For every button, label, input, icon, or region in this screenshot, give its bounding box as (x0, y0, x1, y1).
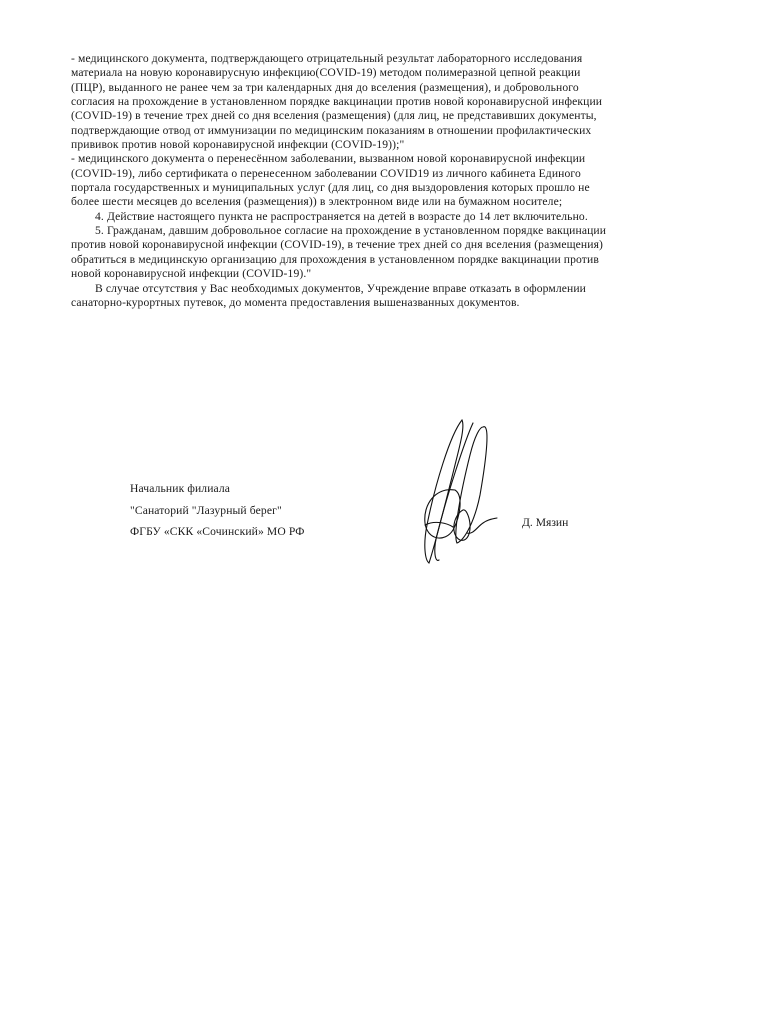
text-line: (COVID-19) в течение трех дней со дня вселения (размещения) (для лиц, не представивших документы, (71, 109, 597, 123)
text-line: обратиться в медицинскую организацию для прохождения в установленном порядке вакцинации против (71, 252, 599, 266)
document-body (71, 52, 711, 310)
text-line: согласия на прохождение в установленном порядке вакцинации против новой коронавирусной инфекции (71, 95, 603, 109)
text-line: новой коронавирусной инфекции (COVID-19)." (71, 267, 312, 281)
text-line-item-5: 5. Гражданам, давшим добровольное согласие на прохождение в установленном порядке вакцинации (95, 224, 607, 238)
text-line: (ПЦР), выданного не ранее чем за три календарных дня до вселения (размещения), и добровольного (71, 80, 579, 94)
signer-name: Д. Мязин (522, 516, 569, 529)
text-line: санаторно-курортных путевок, до момента предоставления вышеназванных документов. (71, 295, 520, 309)
text-line: - медицинского документа, подтверждающего отрицательный результат лабораторного исследования (71, 52, 583, 65)
text-line: подтверждающие отвод от иммунизации по медицинским показаниям в отношении профилактических (71, 123, 592, 137)
signer-position: Начальник филиала (130, 482, 231, 495)
text-line: портала государственных и муниципальных услуг (для лиц, со дня выздоровления которых прошло не (71, 181, 590, 195)
signature-block (130, 478, 305, 543)
text-line: (COVID-19), либо сертификата о перенесенном заболевании COVID19 из личного кабинета Единого (71, 166, 581, 180)
signer-organization: ФГБУ «СКК «Сочинский» МО РФ (130, 525, 305, 538)
text-line-paragraph: В случае отсутствия у Вас необходимых документов, Учреждение вправе отказать в оформлении (95, 281, 587, 295)
handwritten-signature (405, 415, 565, 575)
text-line-item-4: 4. Действие настоящего пункта не распространяется на детей в возрасте до 14 лет включительно. (95, 209, 588, 223)
text-line: прививок против новой коронавирусной инфекции (COVID-19));" (71, 138, 405, 152)
text-line: против новой коронавирусной инфекции (COVID-19), в течение трех дней со дня вселения (размещения) (71, 238, 604, 252)
text-line: - медицинского документа о перенесённом заболевании, вызванном новой коронавирусной инфекции (71, 152, 586, 166)
text-line: более шести месяцев до вселения (размещения)) в электронном виде или на бумажном носителе; (71, 195, 563, 209)
text-line: материала на новую коронавирусную инфекцию(COVID-19) методом полимеразной цепной реакции (71, 66, 581, 80)
signer-branch: "Санаторий "Лазурный берег" (130, 503, 282, 517)
